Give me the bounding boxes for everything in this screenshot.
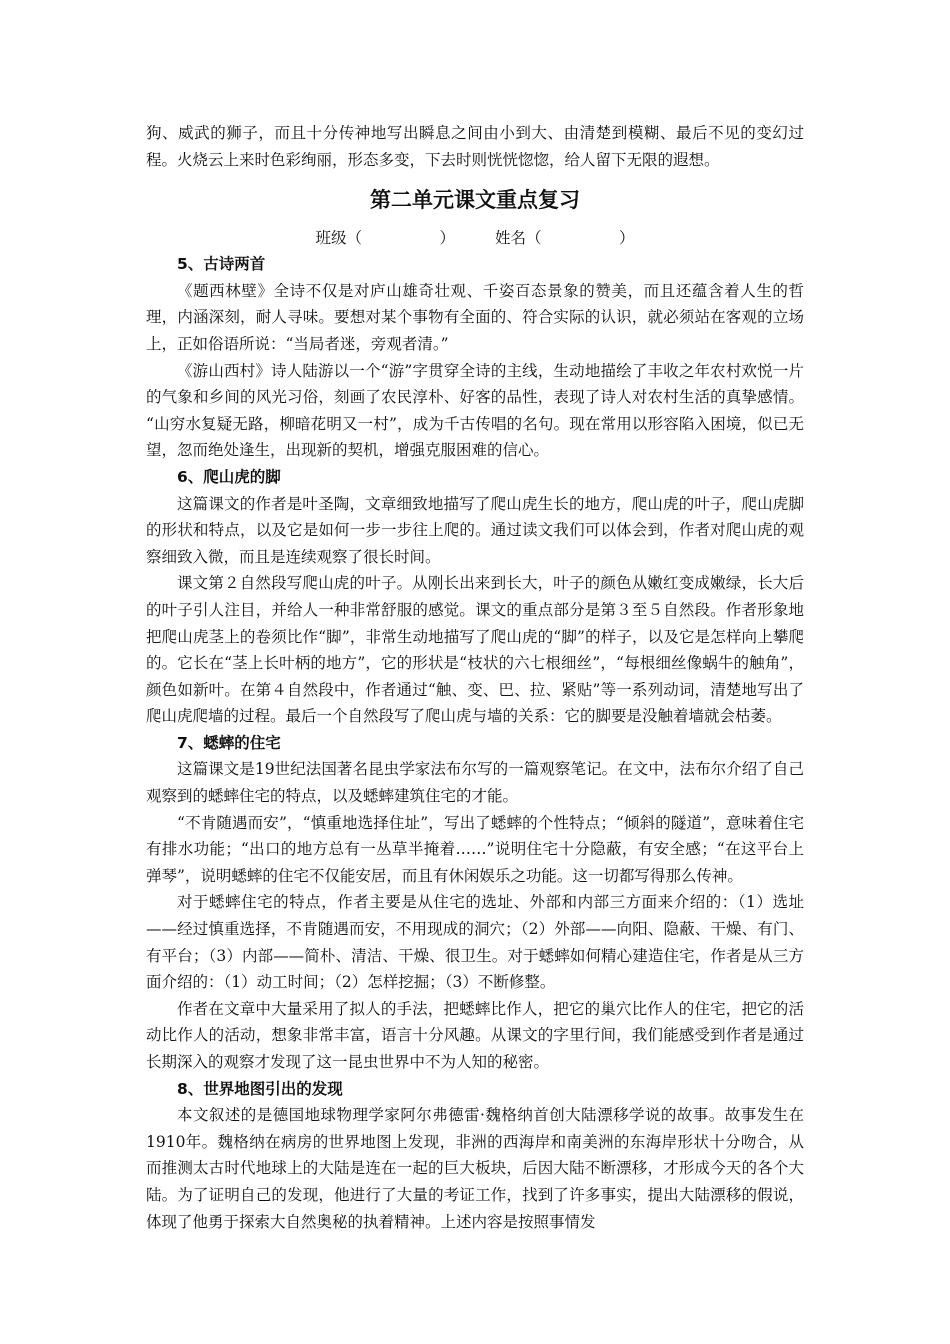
section-paragraph: 对于蟋蟀住宅的特点，作者主要是从住宅的选址、外部和内部三方面来介绍的：（1）选址——经过慎重选择，不肯随遇而安，不用现成的洞穴；（2）外部——向阳、隐蔽、干燥、有门、有平台；（3）内部——简朴、清洁、干燥、很卫生。对于蟋蟀如何精心建造住宅，作者是从三方面介绍的：（1）动工时间；（2）怎样挖掘；（3）不断修整。 xyxy=(146,893,804,992)
section-ivy-feet xyxy=(146,464,804,730)
section-ancient-poems xyxy=(146,251,804,464)
class-field[interactable]: 班级（ ） xyxy=(315,229,455,248)
section-paragraph: 课文第２自然段写爬山虎的叶子。从刚长出来到长大，叶子的颜色从嫩红变成嫩绿，长大后的叶子引人注目，并给人一种非常舒服的感觉。课文的重点部分是第３至５自然段。作者形象地把爬山虎茎上的卷须比作“脚”，非常生动地描写了爬山虎的“脚”的样子，以及它是怎样向上攀爬的。它长在“茎上长叶柄的地方”，它的形状是“枝状的六七根细丝”，“每根细丝像蜗牛的触角”，颜色如新叶。在第４自然段中，作者通过“触、变、巴、拉、紧贴”等一系列动词，清楚地写出了爬山虎爬墙的过程。最后一个自然段写了爬山虎与墙的关系：它的脚要是没触着墙就会枯萎。 xyxy=(146,574,804,726)
page-title: 第二单元课文重点复习 xyxy=(370,188,580,213)
section-paragraph: 这篇课文的作者是叶圣陶，文章细致地描写了爬山虎生长的地方，爬山虎的叶子，爬山虎脚的形状和特点，以及它是如何一步一步往上爬的。通过读文我们可以体会到，作者对爬山虎的观察细致入微，而且是连续观察了很长时间。 xyxy=(146,494,804,566)
section-paragraph: 这篇课文是19世纪法国著名昆虫学家法布尔写的一篇观察笔记。在文中，法布尔介绍了自己观察到的蟋蟀住宅的特点，以及蟋蟀建筑住宅的才能。 xyxy=(146,760,804,806)
section-heading: 7、蟋蟀的住宅 xyxy=(177,733,281,752)
student-info-fields xyxy=(146,225,804,251)
section-heading: 6、爬山虎的脚 xyxy=(177,467,281,486)
section-cricket-house xyxy=(146,730,804,1076)
section-paragraph: “不肯随遇而安”，“慎重地选择住址”，写出了蟋蟀的个性特点；“倾斜的隧道”，意味着住宅有排水功能；“出口的地方总有一丛草半掩着……”说明住宅十分隐蔽，有安全感；“在这平台上弹琴”，说明蟋蟀的住宅不仅能安居，而且有休闲娱乐之功能。这一切都写得那么传神。 xyxy=(146,813,804,885)
intro-paragraph: 狗、威武的狮子，而且十分传神地写出瞬息之间由小到大、由清楚到模糊、最后不见的变幻过程。火烧云上来时色彩绚丽，形态多变，下去时则恍恍惚惚，给人留下无限的遐想。 xyxy=(146,124,804,169)
section-paragraph: 作者在文章中大量采用了拟人的手法，把蟋蟀比作人，把它的巢穴比作人的住宅，把它的活动比作人的活动，想象非常丰富，语言十分风趣。从课文的字里行间，我们能感受到作者是通过长期深入的观察才发现了这一昆虫世界中不为人知的秘密。 xyxy=(146,999,804,1071)
document-page xyxy=(146,120,804,1235)
section-world-map xyxy=(146,1076,804,1236)
section-paragraph: 本文叙述的是德国地球物理学家阿尔弗德雷·魏格纳首创大陆漂移学说的故事。故事发生在1910年。魏格纳在病房的世界地图上发现，非洲的西海岸和南美洲的东海岸形状十分吻合，从而推测太古时代地球上的大陆是连在一起的巨大板块，后因大陆不断漂移，才形成今天的各个大陆。为了证明自己的发现，他进行了大量的考证工作，找到了许多事实，提出大陆漂移的假说，体现了他勇于探索大自然奥秘的执着精神。上述内容是按照事情发 xyxy=(146,1106,804,1231)
section-heading: 5、古诗两首 xyxy=(177,255,266,274)
name-field[interactable]: 姓名（ ） xyxy=(495,229,635,248)
section-paragraph: 《游山西村》诗人陆游以一个“游”字贯穿全诗的主线，生动地描绘了丰收之年农村欢悦一片的气象和乡间的风光习俗，刻画了农民淳朴、好客的品性，表现了诗人对农村生活的真挚感情。 “山穷水复疑无路，柳暗花明又一村”，成为千古传唱的名句。现在常用以形容陷入困境，似已无望，忽而绝处逢生，出现新的契机，增强克服困难的信心。 xyxy=(146,361,804,460)
section-paragraph: 《题西林壁》全诗不仅是对庐山雄奇壮观、千姿百态景象的赞美，而且还蕴含着人生的哲理，内涵深刻，耐人寻味。要想对某个事物有全面的、符合实际的认识，就必须站在客观的立场上，正如俗语所说：“当局者迷，旁观者清。” xyxy=(146,281,804,353)
section-heading: 8、世界地图引出的发现 xyxy=(177,1079,343,1098)
